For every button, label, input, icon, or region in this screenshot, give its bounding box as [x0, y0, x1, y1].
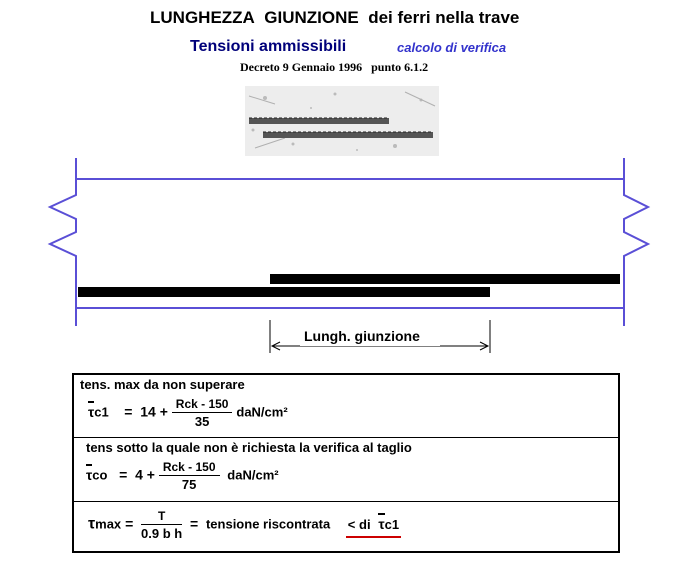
row2-numerator: Rck - 150 — [159, 460, 220, 476]
row3-compare: < di — [347, 516, 371, 532]
row1-formula — [88, 397, 288, 429]
table-row-tau-max — [74, 502, 618, 553]
tau-c1-subscript: c1 — [94, 404, 109, 420]
decree-point: punto 6.1.2 — [371, 60, 429, 74]
row3-equals: = — [125, 515, 134, 532]
row1-label: tens. max da non superare — [80, 377, 245, 392]
row1-unit: daN/cm² — [236, 404, 288, 420]
title-part-2: GIUNZIONE — [264, 8, 359, 27]
row1-denominator: 35 — [194, 414, 210, 429]
row2-unit: daN/cm² — [227, 467, 279, 483]
tau-max-subscript: max — [95, 516, 122, 532]
ref-tau-c1-symbol: τ — [378, 516, 384, 532]
row3-numerator: T — [141, 509, 182, 525]
row1-fraction — [172, 397, 233, 429]
row1-numerator: Rck - 150 — [172, 397, 233, 413]
row1-constant: 14 + — [140, 403, 168, 420]
formula-table — [72, 373, 620, 553]
row2-fraction — [159, 460, 220, 492]
decree-reference — [240, 60, 428, 75]
row2-denominator: 75 — [181, 477, 197, 492]
row2-label: tens sotto la quale non è richiesta la verifica al taglio — [86, 440, 412, 455]
table-row-tau-co — [74, 438, 618, 502]
beam-right-end — [624, 158, 648, 326]
tau-c1-symbol: τ — [88, 404, 94, 420]
splice-photo — [245, 86, 439, 156]
row3-formula — [88, 509, 401, 541]
upper-bar — [270, 274, 620, 284]
subtitle: Tensioni ammissibili — [190, 38, 347, 55]
title-part-3: dei ferri nella trave — [368, 8, 520, 27]
tau-max-symbol: τ — [88, 515, 96, 533]
row1-equals: = — [124, 403, 133, 420]
subtitle-note: calcolo di verifica — [397, 40, 507, 55]
row2-constant: 4 + — [135, 466, 155, 483]
row3-denominator: 0.9 b h — [141, 526, 183, 541]
page-title — [150, 8, 519, 28]
tau-co-symbol: τ — [86, 467, 92, 483]
row2-formula — [86, 460, 279, 492]
title-part-1: LUNGHEZZA — [150, 8, 255, 27]
ref-tau-c1-subscript: c1 — [384, 516, 400, 532]
splice-length-label: Lungh. giunzione — [304, 328, 420, 344]
row2-equals: = — [119, 466, 128, 483]
row3-fraction — [141, 509, 182, 541]
table-row-tau-c1 — [74, 375, 618, 438]
tau-co-subscript: co — [92, 467, 108, 483]
row3-equals-2: = — [190, 515, 199, 532]
decree-text: Decreto 9 Gennaio 1996 — [240, 60, 363, 74]
row3-text: tensione riscontrata — [205, 516, 331, 532]
beam-diagram — [0, 150, 699, 365]
row3-comparison — [346, 516, 401, 538]
lower-bar — [78, 287, 490, 297]
beam-left-end — [50, 158, 76, 326]
